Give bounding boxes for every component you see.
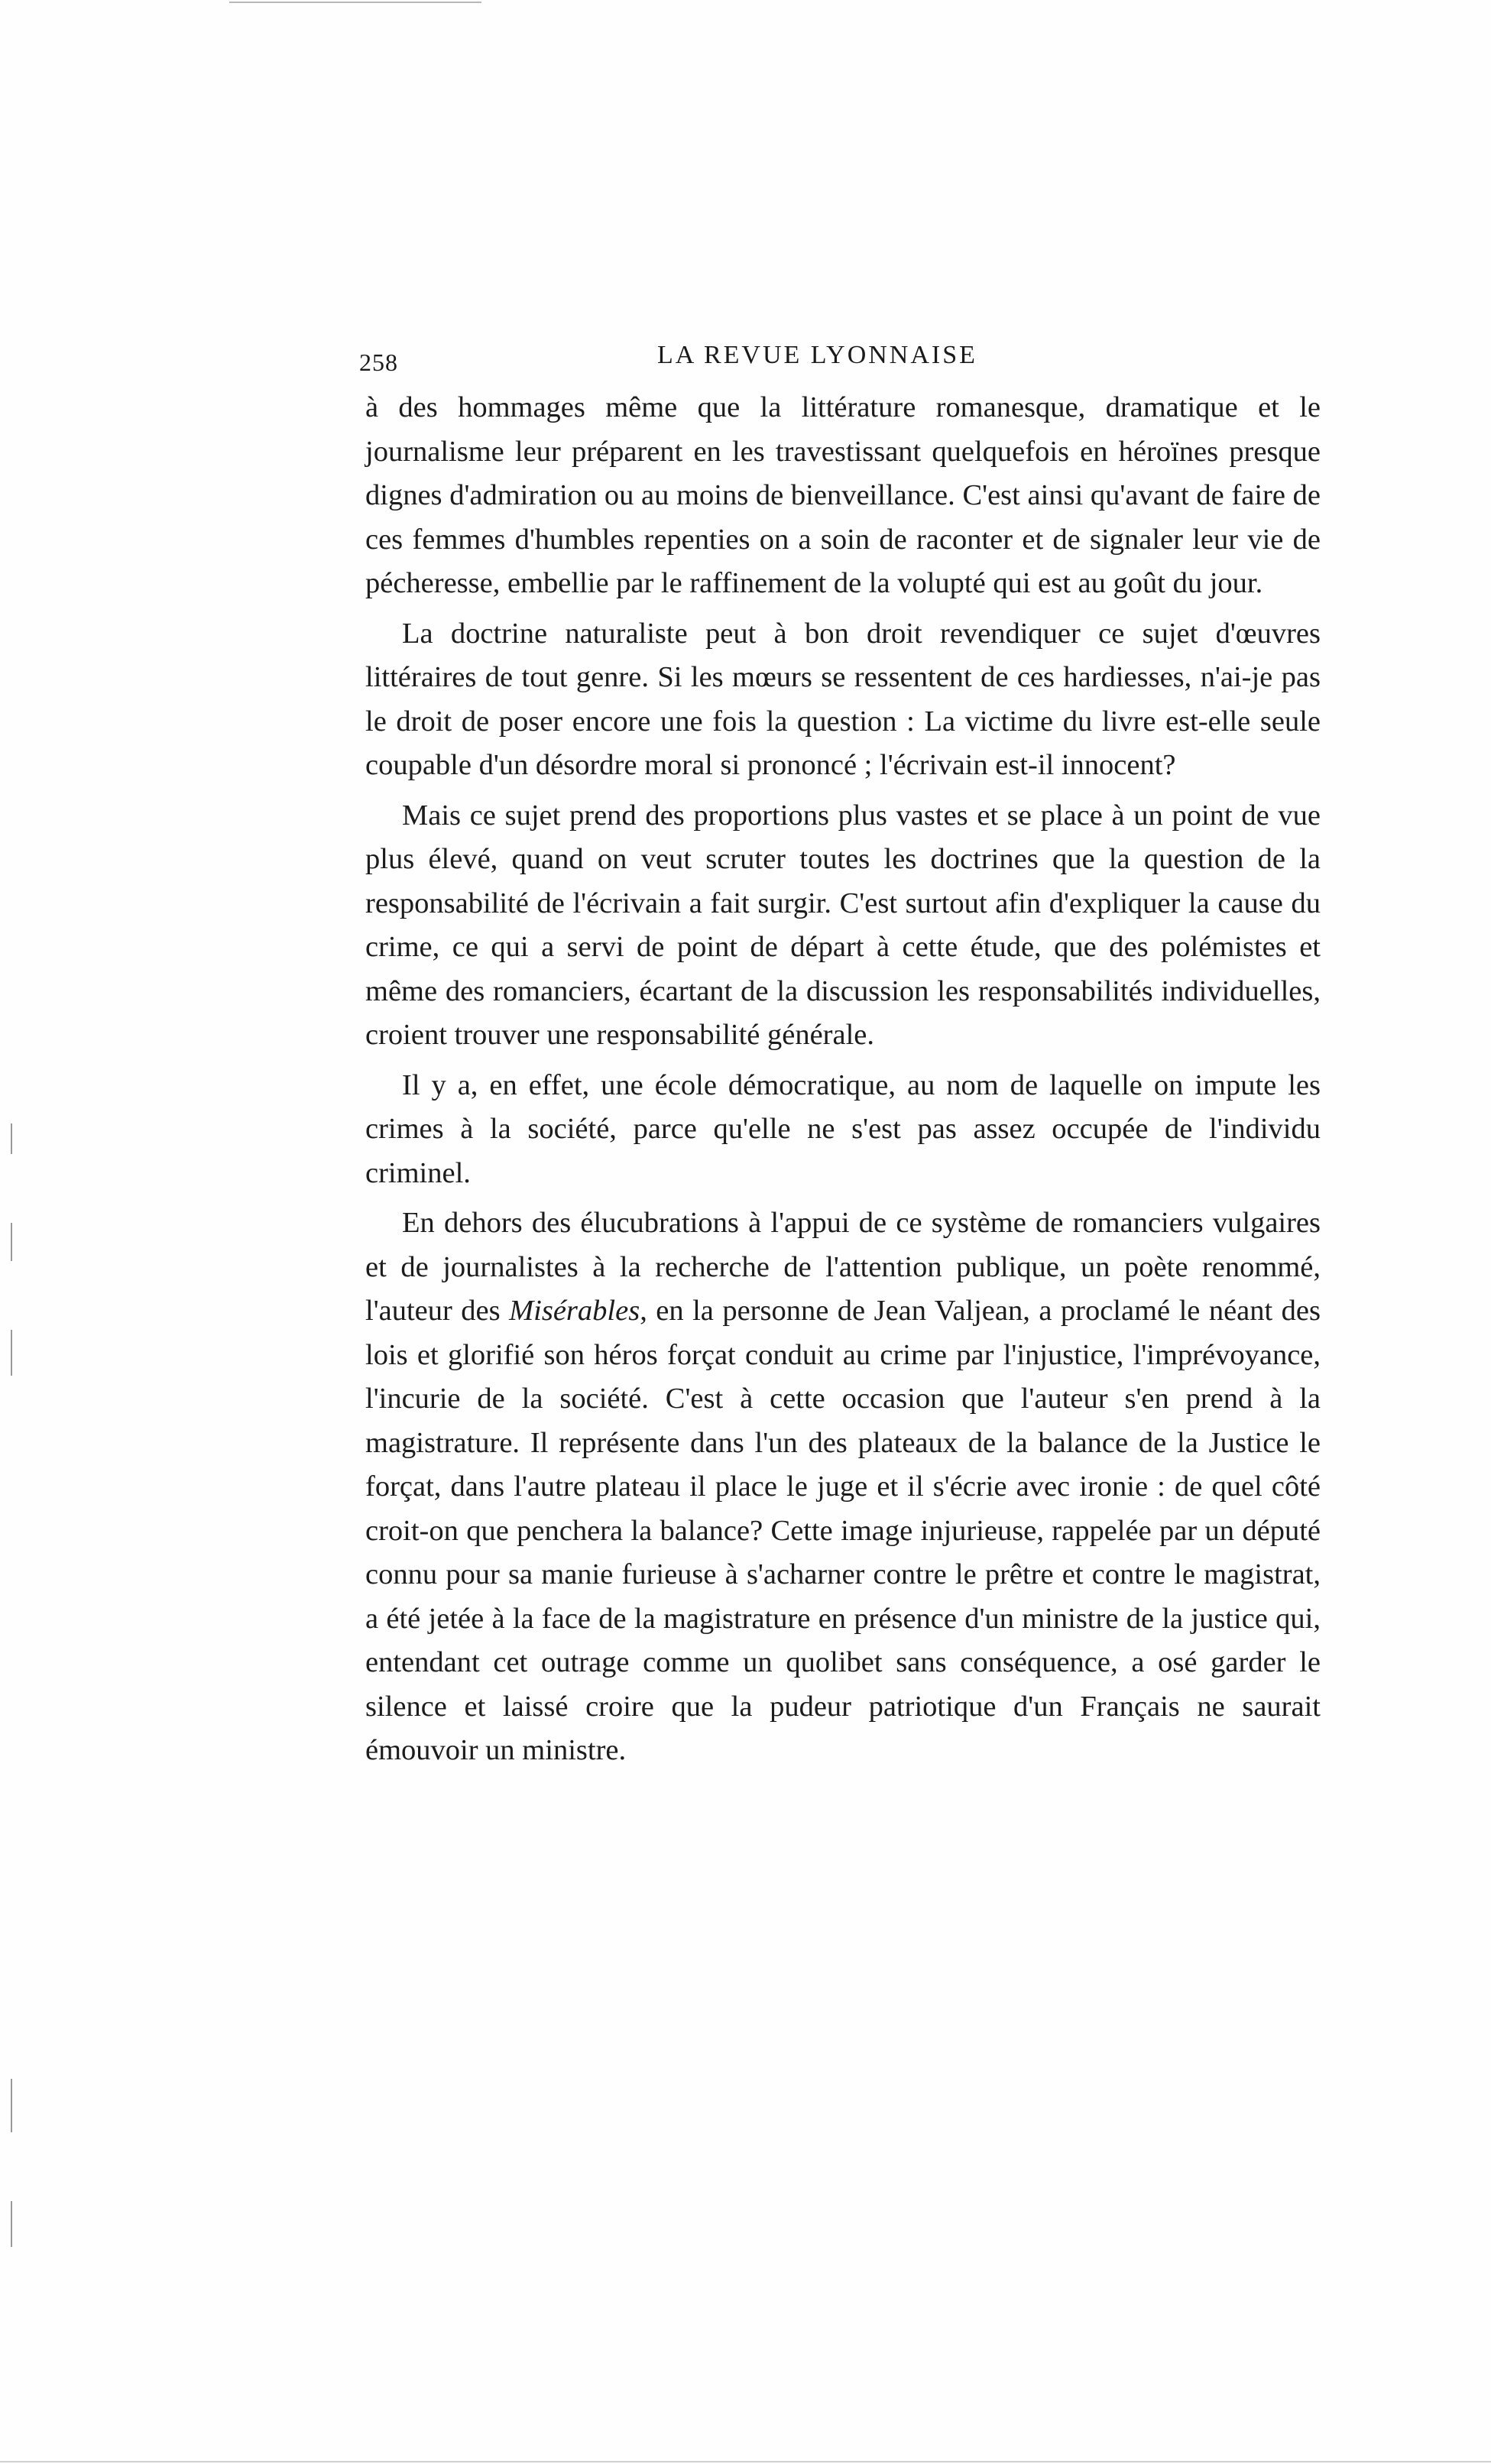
page-number: 258	[359, 349, 398, 376]
scan-edge-top	[229, 2, 481, 3]
scan-mark-left-4	[11, 2079, 12, 2132]
scan-mark-left-3	[11, 1330, 12, 1376]
scan-edge-bottom	[0, 2461, 1491, 2462]
scan-mark-left-2	[11, 1223, 12, 1261]
paragraph: En dehors des élucubrations à l'appui de ce système de romanciers vulgaires et de journalistes à la recherche de l'attention publique, un poète renommé, l'auteur des Misérables, en la personne de Jean Valjean, a proclamé le néant des lois et glorifié son héros forçat conduit au crime par l'injustice, l'imprévoyance, l'incurie de la société. C'est à cette occasion que l'auteur s'en prend à la magistrature. Il représente dans l'un des plateaux de la balance de la Justice le forçat, dans l'autre plateau il place le juge et il s'écrie avec ironie : de quel côté croit-on que penchera la balance? Cette image injurieuse, rappelée par un député connu pour sa manie furieuse à s'acharner contre le prêtre et contre le magistrat, a été jetée à la face de la magistrature en présence d'un ministre de la justice qui, entendant cet outrage comme un quolibet sans conséquence, a osé garder le silence et laissé croire que la pudeur patriotique d'un Français ne saurait émouvoir un ministre.	[365, 1207, 1321, 1766]
paragraph: à des hommages même que la littérature romanesque, dramatique et le journalisme leur préparent en les travestissant quelquefois en héroïnes presque dignes d'admiration ou au moins de bienveillance. C'est ainsi qu'avant de faire de ces femmes d'humbles repenties on a soin de raconter et de signaler leur vie de pécheresse, embellie par le raffinement de la volupté qui est au goût du jour.	[365, 391, 1321, 599]
book-title: Misérables	[509, 1295, 640, 1327]
page-header	[359, 335, 1322, 381]
paragraph: Il y a, en effet, une école démocratique, au nom de laquelle on impute les crimes à la société, parce qu'elle ne s'est pas assez occupée de l'individu criminel.	[365, 1068, 1321, 1189]
scan-mark-left-5	[11, 2201, 12, 2247]
paragraph: La doctrine naturaliste peut à bon droit revendiquer ce sujet d'œuvres littéraires de tout genre. Si les mœurs se ressentent de ces hardiesses, n'ai-je pas le droit de poser encore une fois la question : La victime du livre est-elle seule coupable d'un désordre moral si prononcé ; l'écrivain est-il innocent?	[365, 617, 1321, 781]
paragraph: Mais ce sujet prend des proportions plus vastes et se place à un point de vue plus élevé, quand on veut scruter toutes les doctrines que la question de la responsabilité de l'écrivain a fait surgir. C'est surtout afin d'expliquer la cause du crime, ce qui a servi de point de départ à cette étude, que des polémistes et même des romanciers, écartant de la discussion les responsabilités individuelles, croient trouver une responsabilité générale.	[365, 799, 1321, 1051]
scan-mark-left-1	[11, 1123, 12, 1154]
body-text	[365, 386, 1321, 1773]
running-title: LA REVUE LYONNAISE	[657, 341, 977, 369]
